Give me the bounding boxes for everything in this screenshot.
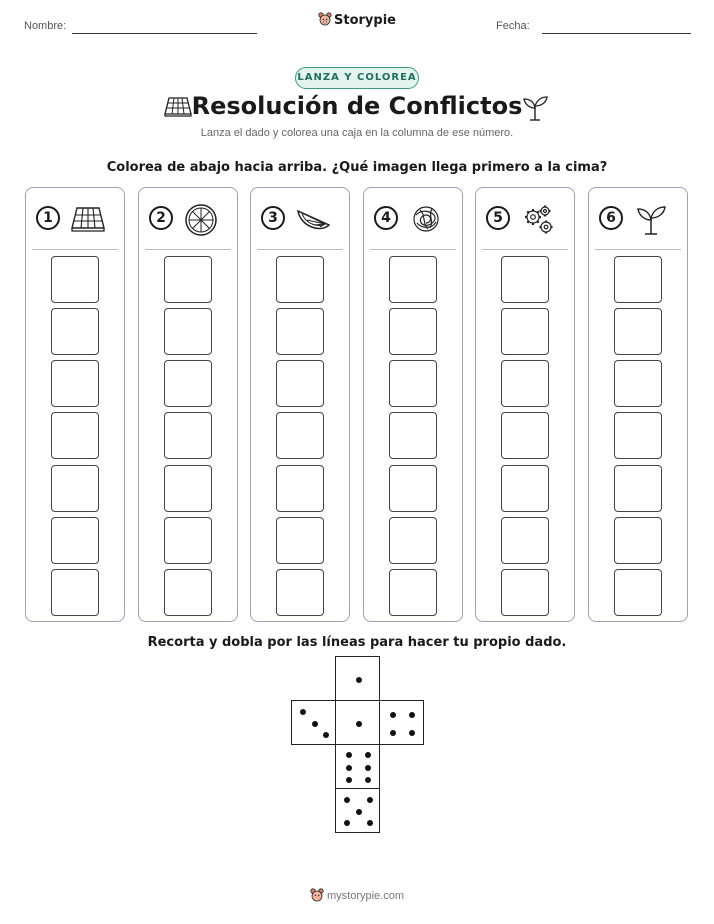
color-box[interactable] <box>389 569 437 616</box>
die-face-5 <box>335 788 380 833</box>
color-box[interactable] <box>276 308 324 355</box>
color-box[interactable] <box>389 360 437 407</box>
column-divider <box>145 249 231 250</box>
column-number: 3 <box>261 206 285 230</box>
activity-badge: LANZA Y COLOREA <box>295 67 419 89</box>
die-pip <box>323 732 329 738</box>
color-box[interactable] <box>614 569 662 616</box>
die-pip <box>346 765 352 771</box>
color-box[interactable] <box>164 360 212 407</box>
die-face-1 <box>335 700 380 745</box>
brand-name: Storypie <box>334 13 396 28</box>
die-instruction: Recorta y dobla por las líneas para hacer tu propio dado. <box>147 635 567 650</box>
die-face-3 <box>291 700 336 745</box>
die-face-6 <box>335 744 380 789</box>
column-number: 1 <box>36 206 60 230</box>
color-box[interactable] <box>389 412 437 459</box>
die-face-1 <box>335 656 380 701</box>
bear-logo-icon <box>310 888 324 902</box>
color-box[interactable] <box>51 256 99 303</box>
die-pip <box>365 752 371 758</box>
color-box[interactable] <box>389 465 437 512</box>
color-box[interactable] <box>501 412 549 459</box>
column-4 <box>363 187 463 622</box>
bear-logo-icon <box>318 12 332 26</box>
lemon-wedge-icon <box>295 203 331 235</box>
column-number: 2 <box>149 206 173 230</box>
color-box[interactable] <box>276 360 324 407</box>
color-box[interactable] <box>164 569 212 616</box>
die-pip <box>344 797 350 803</box>
column-divider <box>257 249 343 250</box>
sprout-icon <box>521 94 549 122</box>
name-label: Nombre: <box>24 20 67 32</box>
die-pip <box>344 820 350 826</box>
color-box[interactable] <box>276 569 324 616</box>
die-pip <box>356 809 362 815</box>
column-divider <box>370 249 456 250</box>
column-5 <box>475 187 575 622</box>
column-header <box>486 203 566 237</box>
grid-mat-icon <box>70 203 106 235</box>
color-box[interactable] <box>614 412 662 459</box>
die-pip <box>367 820 373 826</box>
die-pip <box>365 765 371 771</box>
name-line[interactable] <box>72 33 257 34</box>
tangled-yarn-icon <box>408 203 444 235</box>
sprout-icon <box>633 203 669 235</box>
die-pip <box>390 730 396 736</box>
color-box[interactable] <box>164 256 212 303</box>
date-line[interactable] <box>542 33 691 34</box>
column-divider <box>32 249 118 250</box>
color-box[interactable] <box>51 465 99 512</box>
color-box[interactable] <box>51 569 99 616</box>
color-box[interactable] <box>614 465 662 512</box>
column-header <box>149 203 229 237</box>
color-box[interactable] <box>276 517 324 564</box>
column-header <box>374 203 454 237</box>
color-box[interactable] <box>389 517 437 564</box>
orange-slice-icon <box>183 203 219 235</box>
color-box[interactable] <box>51 308 99 355</box>
color-box[interactable] <box>501 360 549 407</box>
die-pip <box>367 797 373 803</box>
die-pip <box>356 721 362 727</box>
color-box[interactable] <box>614 360 662 407</box>
die-pip <box>312 721 318 727</box>
color-box[interactable] <box>501 517 549 564</box>
color-box[interactable] <box>389 256 437 303</box>
color-box[interactable] <box>276 256 324 303</box>
column-number: 6 <box>599 206 623 230</box>
die-pip <box>409 730 415 736</box>
color-box[interactable] <box>614 517 662 564</box>
color-box[interactable] <box>276 412 324 459</box>
die-pip <box>409 712 415 718</box>
color-box[interactable] <box>501 465 549 512</box>
column-2 <box>138 187 238 622</box>
color-box[interactable] <box>501 569 549 616</box>
color-box[interactable] <box>51 412 99 459</box>
column-header <box>261 203 341 237</box>
page-subtitle: Lanza el dado y colorea una caja en la columna de ese número. <box>200 127 514 139</box>
color-box[interactable] <box>501 256 549 303</box>
column-divider <box>482 249 568 250</box>
die-pip <box>346 752 352 758</box>
color-box[interactable] <box>164 412 212 459</box>
color-box[interactable] <box>51 517 99 564</box>
color-box[interactable] <box>51 360 99 407</box>
footer-url: mystorypie.com <box>326 890 405 902</box>
column-1 <box>25 187 125 622</box>
column-number: 5 <box>486 206 510 230</box>
footer <box>0 888 714 902</box>
page-title: Resolución de Conflictos <box>191 92 523 120</box>
color-box[interactable] <box>164 308 212 355</box>
die-pip <box>365 777 371 783</box>
color-box[interactable] <box>164 517 212 564</box>
die-pip <box>390 712 396 718</box>
column-6 <box>588 187 688 622</box>
color-box[interactable] <box>614 308 662 355</box>
column-3 <box>250 187 350 622</box>
die-face-4 <box>379 700 424 745</box>
column-header <box>36 203 116 237</box>
color-box[interactable] <box>614 256 662 303</box>
die-pip <box>346 777 352 783</box>
color-box[interactable] <box>276 465 324 512</box>
color-box[interactable] <box>389 308 437 355</box>
die-pip <box>300 709 306 715</box>
brand-logo <box>0 12 714 28</box>
color-instruction: Colorea de abajo hacia arriba. ¿Qué imagen llega primero a la cima? <box>106 160 608 175</box>
color-box[interactable] <box>501 308 549 355</box>
date-label: Fecha: <box>496 20 530 32</box>
column-divider <box>595 249 681 250</box>
gears-icon <box>520 203 556 235</box>
column-number: 4 <box>374 206 398 230</box>
die-pip <box>356 677 362 683</box>
color-box[interactable] <box>164 465 212 512</box>
column-header <box>599 203 679 237</box>
